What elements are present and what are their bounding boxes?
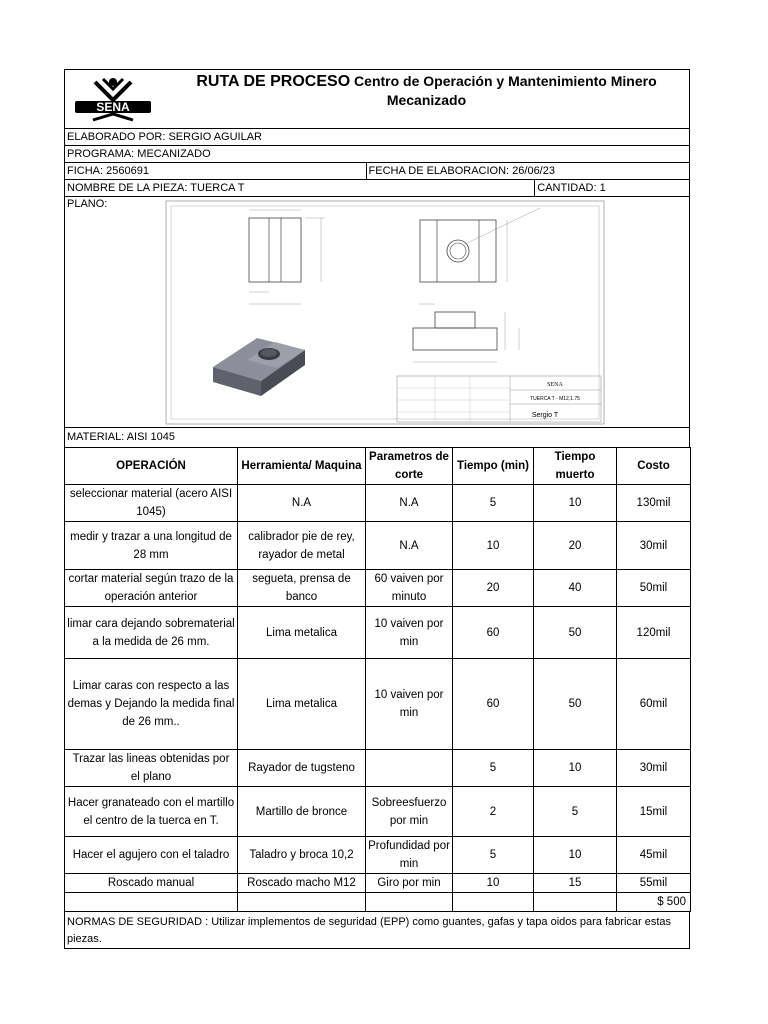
safety-norms: NORMAS DE SEGURIDAD : Utilizar implementos de seguridad (EPP) como guantes, gafas y tapa oidos para fabricar estas piezas. xyxy=(64,912,690,949)
total-row xyxy=(65,893,691,912)
total-cost: $ 500 xyxy=(617,893,691,912)
cantidad-label: CANTIDAD: 1 xyxy=(534,180,689,196)
time-cell: 2 xyxy=(453,787,534,837)
tool-cell: Martillo de bronce xyxy=(238,787,366,837)
time-cell: 20 xyxy=(453,570,534,607)
tool-cell: Taladro y broca 10,2 xyxy=(238,837,366,874)
param-cell: N.A xyxy=(366,522,453,570)
time-cell: 5 xyxy=(453,485,534,522)
op-cell: Limar caras con respecto a las demas y Dejando la medida final de 26 mm.. xyxy=(65,659,238,750)
param-cell: 10 vaiven por min xyxy=(366,659,453,750)
header-tiempo: Tiempo (min) xyxy=(453,448,534,485)
svg-text:SENA: SENA xyxy=(547,382,563,388)
document-header xyxy=(64,69,690,128)
param-cell xyxy=(366,750,453,787)
time-cell: 10 xyxy=(453,522,534,570)
tool-cell: Roscado macho M12 xyxy=(238,874,366,893)
tool-cell: Rayador de tugsteno xyxy=(238,750,366,787)
sena-logo xyxy=(73,76,153,122)
param-cell: 10 vaiven por min xyxy=(366,607,453,659)
nombre-pieza-label: NOMBRE DE LA PIEZA: TUERCA T xyxy=(67,182,245,194)
tool-cell: segueta, prensa de banco xyxy=(238,570,366,607)
cost-cell: 30mil xyxy=(617,522,691,570)
time-cell: 5 xyxy=(453,837,534,874)
table-row xyxy=(65,607,691,659)
op-cell: limar cara dejando sobrematerial a la medida de 26 mm. xyxy=(65,607,238,659)
cost-cell: 45mil xyxy=(617,837,691,874)
cost-cell: 60mil xyxy=(617,659,691,750)
header-operacion: OPERACIÓN xyxy=(65,448,238,485)
svg-text:Sergio T: Sergio T xyxy=(531,412,559,419)
time-cell: 60 xyxy=(453,659,534,750)
programa-label: PROGRAMA: MECANIZADO xyxy=(67,148,211,160)
info-programa-row xyxy=(64,145,690,162)
title-main: RUTA DE PROCESO xyxy=(196,73,351,90)
dead-time-cell: 10 xyxy=(534,485,617,522)
table-row xyxy=(65,750,691,787)
technical-drawing xyxy=(165,200,605,425)
table-row xyxy=(65,837,691,874)
dead-time-cell: 20 xyxy=(534,522,617,570)
cost-cell: 120mil xyxy=(617,607,691,659)
cost-cell: 55mil xyxy=(617,874,691,893)
param-cell: Giro por min xyxy=(366,874,453,893)
time-cell: 60 xyxy=(453,607,534,659)
svg-text:SENA: SENA xyxy=(96,100,130,114)
info-nombre-row xyxy=(64,179,690,196)
header-herramienta: Herramienta/ Maquina xyxy=(238,448,366,485)
param-cell: 60 vaiven por minuto xyxy=(366,570,453,607)
material-row xyxy=(64,427,690,447)
table-row xyxy=(65,787,691,837)
title-rest: Centro de Operación y Mantenimiento Minero xyxy=(354,73,657,89)
cost-cell: 15mil xyxy=(617,787,691,837)
tool-cell: Lima metalica xyxy=(238,607,366,659)
time-cell: 10 xyxy=(453,874,534,893)
param-cell: Sobreesfuerzo por min xyxy=(366,787,453,837)
table-row xyxy=(65,874,691,893)
op-cell: Roscado manual xyxy=(65,874,238,893)
cost-cell: 30mil xyxy=(617,750,691,787)
info-ficha-row xyxy=(64,162,690,179)
op-cell: seleccionar material (acero AISI 1045) xyxy=(65,485,238,522)
process-route-sheet xyxy=(64,69,690,949)
op-cell: Hacer el agujero con el taladro xyxy=(65,837,238,874)
elaborado-label: ELABORADO POR: SERGIO AGUILAR xyxy=(67,131,262,143)
dead-time-cell: 50 xyxy=(534,659,617,750)
dead-time-cell: 10 xyxy=(534,750,617,787)
table-row xyxy=(65,522,691,570)
plano-section xyxy=(64,196,690,427)
dead-time-cell: 5 xyxy=(534,787,617,837)
header-parametros: Parametros de corte xyxy=(366,448,453,485)
table-row xyxy=(65,659,691,750)
dead-time-cell: 10 xyxy=(534,837,617,874)
header-costo: Costo xyxy=(617,448,691,485)
operations-table xyxy=(64,447,691,912)
svg-text:TUERCA T - M12,1.75: TUERCA T - M12,1.75 xyxy=(530,396,580,402)
tool-cell: calibrador pie de rey, rayador de metal xyxy=(238,522,366,570)
table-row xyxy=(65,485,691,522)
op-cell: cortar material según trazo de la operación anterior xyxy=(65,570,238,607)
op-cell: Trazar las lineas obtenidas por el plano xyxy=(65,750,238,787)
plano-label: PLANO: xyxy=(67,198,108,210)
cost-cell: 130mil xyxy=(617,485,691,522)
fecha-label: FECHA DE ELABORACION: 26/06/23 xyxy=(366,163,689,179)
dead-time-cell: 15 xyxy=(534,874,617,893)
param-cell: N.A xyxy=(366,485,453,522)
material-label: MATERIAL: AISI 1045 xyxy=(67,431,176,443)
tool-cell: N.A xyxy=(238,485,366,522)
dead-time-cell: 50 xyxy=(534,607,617,659)
param-cell: Profundidad por min xyxy=(366,837,453,874)
table-header-row xyxy=(65,448,691,485)
info-elaborado-row xyxy=(64,128,690,145)
document-title xyxy=(169,72,684,110)
table-row xyxy=(65,570,691,607)
time-cell: 5 xyxy=(453,750,534,787)
cost-cell: 50mil xyxy=(617,570,691,607)
header-tiempo-muerto: Tiempo muerto xyxy=(534,448,617,485)
title-line2: Mecanizado xyxy=(386,92,467,108)
ficha-label: FICHA: 2560691 xyxy=(67,165,149,177)
dead-time-cell: 40 xyxy=(534,570,617,607)
op-cell: Hacer granateado con el martillo el centro de la tuerca en T. xyxy=(65,787,238,837)
op-cell: medir y trazar a una longitud de 28 mm xyxy=(65,522,238,570)
tool-cell: Lima metalica xyxy=(238,659,366,750)
